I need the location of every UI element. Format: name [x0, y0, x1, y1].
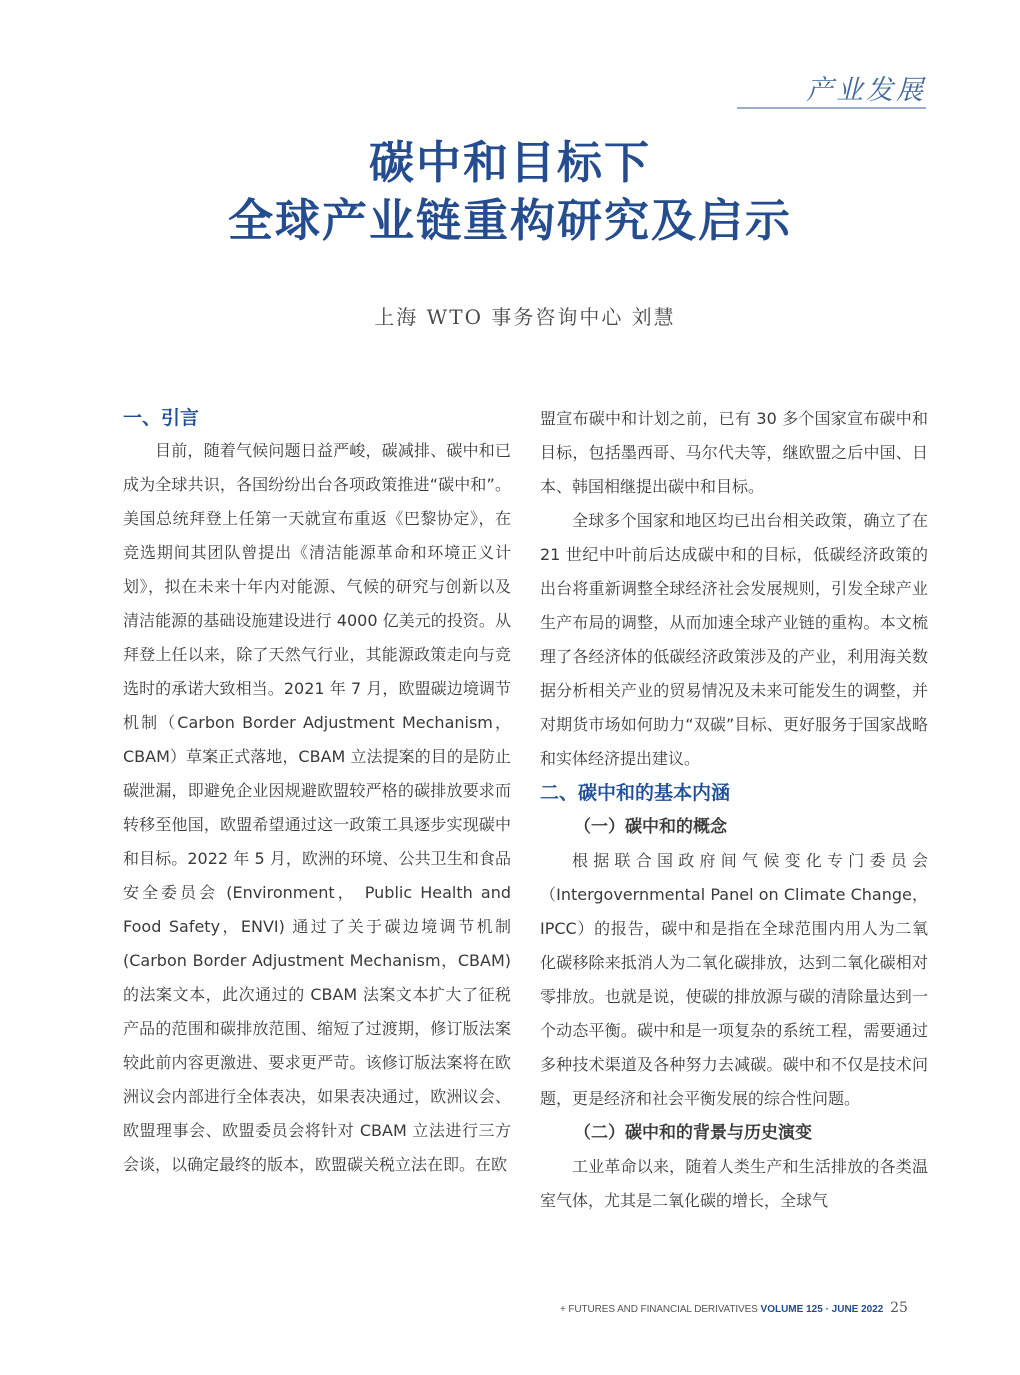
page-number: 25: [890, 1300, 908, 1316]
paragraph: 目前，随着气候问题日益严峻，碳减排、碳中和已成为全球共识，各国纷纷出台各项政策推进“碳中和”。美国总统拜登上任第一天就宣布重返《巴黎协定》，在竞选期间其团队曾提出《清洁能源革命和环境正义计划》，拟在未来十年内对能源、气候的研究与创新以及清洁能源的基础设施建设进行 4000 亿美元的投资。从拜登上任以来，除了天然气行业，其能源政策走向与竞选时的承诺大致相当。2021 年 7 月，欧盟碳边境调节机制（Carbon Border Adjustment Mechanism，CBAM）草案正式落地，CBAM 立法提案的目的是防止碳泄漏，即避免企业因规避欧盟较严格的碳排放要求而转移至他国，欧盟希望通过这一政策工具逐步实现碳中和目标。2022 年 5 月，欧洲的环境、公共卫生和食品安全委员会 (Environment， Public Health and Food Safety，ENVI) 通过了关于碳边境调节机制 (Carbon Border Adjustment Mechanism，CBAM) 的法案文本，此次通过的 CBAM 法案文本扩大了征税产品的范围和碳排放范围、缩短了过渡期，修订版法案较此前内容更激进、要求更严苛。该修订版法案将在欧洲议会内部进行全体表决，如果表决通过，欧洲议会、欧盟理事会、欧盟委员会将针对 CBAM 立法进行三方会谈，以确定最终的版本，欧盟碳关税立法在即。在欧: [123, 441, 511, 1174]
section-heading-basics: 二、碳中和的基本内涵: [540, 782, 731, 804]
section-tag: 产业发展: [806, 75, 926, 106]
paragraph: 工业革命以来，随着人类生产和生活排放的各类温室气体，尤其是二氧化碳的增长，全球气: [540, 1157, 928, 1210]
section-heading-intro: 一、引言: [123, 407, 200, 429]
article-title-line1: 碳中和目标下: [368, 136, 651, 189]
publication-name: + FUTURES AND FINANCIAL DERIVATIVES: [560, 1304, 758, 1315]
section-divider: [737, 107, 926, 109]
page-footer: [560, 1300, 960, 1316]
volume-info: VOLUME 125 · JUNE 2022: [760, 1304, 884, 1315]
paragraph: 根据联合国政府间气候变化专门委员会（Intergovernmental Panel on Climate Change，IPCC）的报告，碳中和是指在全球范围内用人为二氧化碳移除来抵消人为二氧化碳排放，达到二氧化碳相对零排放。也就是说，使碳的排放源与碳的清除量达到一个动态平衡。碳中和是一项复杂的系统工程，需要通过多种技术渠道及各种努力去减碳。碳中和不仅是技术问题，更是经济和社会平衡发展的综合性问题。: [540, 851, 928, 1108]
right-column: [540, 402, 928, 1218]
subsection-heading-background: （二）碳中和的背景与历史演变: [574, 1123, 812, 1143]
paragraph: 全球多个国家和地区均已出台相关政策，确立了在 21 世纪中叶前后达成碳中和的目标，低碳经济政策的出台将重新调整全球经济社会发展规则，引发全球产业生产布局的调整，从而加速全球产业链的重构。本文梳理了各经济体的低碳经济政策涉及的产业，利用海关数据分析相关产业的贸易情况及未来可能发生的调整，并对期货市场如何助力“双碳”目标、更好服务于国家战略和实体经济提出建议。: [540, 511, 928, 768]
author-byline: 上海 WTO 事务咨询中心 刘慧: [374, 305, 676, 329]
left-column: [123, 402, 511, 1182]
article-title-line2: 全球产业链重构研究及启示: [227, 194, 792, 247]
paragraph: 盟宣布碳中和计划之前，已有 30 多个国家宣布碳中和目标，包括墨西哥、马尔代夫等，继欧盟之后中国、日本、韩国相继提出碳中和目标。: [540, 409, 928, 496]
subsection-heading-concept: （一）碳中和的概念: [574, 817, 727, 837]
